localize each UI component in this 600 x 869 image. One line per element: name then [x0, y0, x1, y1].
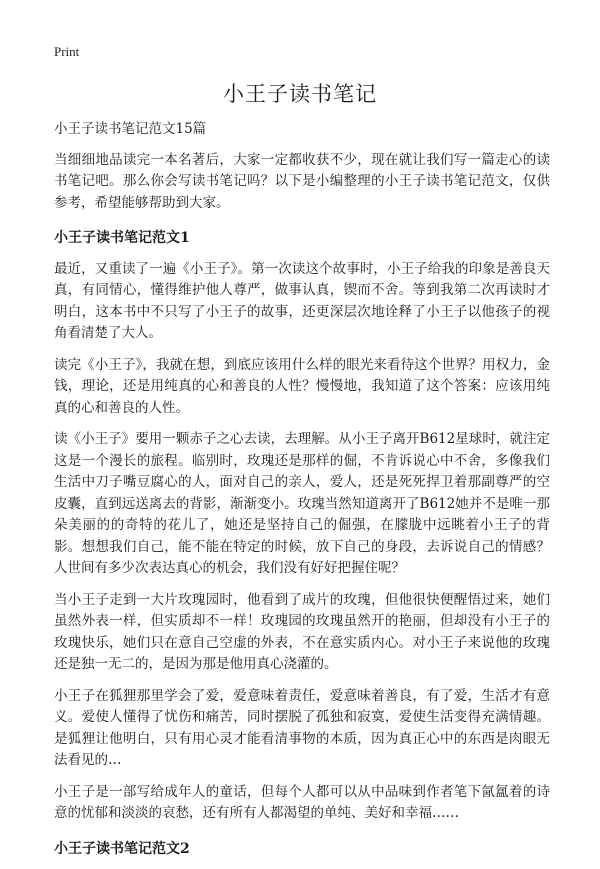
paragraph: 小王子在狐狸那里学会了爱，爱意味着责任，爱意味着善良，有了爱，生活才有意义。爱使人懂得了忧伤和痛苦，同时摆脱了孤独和寂寞，爱使生活变得充满情趣。是狐狸让他明白，只有用心灵才能看清事物的本质，因为真正心中的东西是肉眼无法看见的…: [54, 687, 550, 768]
section-heading: 小王子读书笔记范文2: [54, 840, 190, 857]
intro-paragraph: 当细细地品读完一本名著后，大家一定都收获不少，现在就让我们写一篇走心的读书笔记吧。那么你会写读书笔记吗？以下是小编整理的小王子读书笔记范文，仅供参考，希望能够帮助到大家。: [54, 151, 550, 211]
paragraph: 最近，又重读了一遍《小王子》。第一次读这个故事时，小王子给我的印象是善良天真，有同情心，懂得维护他人尊严，做事认真，锲而不舍。等到我第二次再读时才明白，这本书中不只写了小王子的故事，还更深层次地诠释了小王子以他孩子的视角看清楚了大人。: [54, 260, 550, 341]
paragraph: 小王子是一部写给成年人的童话，但每个人都可以从中品味到作者笔下氤氲着的诗意的忧郁和淡淡的哀愁，还有所有人都渴望的单纯、美好和幸福……: [54, 783, 550, 821]
article-subtitle: 小王子读书笔记范文15篇: [54, 121, 207, 137]
paragraph: 读《小王子》要用一颗赤子之心去读，去理解。从小王子离开B612星球时，就注定这是一个漫长的旅程。临别时，玫瑰还是那样的倔，不肯诉说心中不舍，多像我们生活中刀子嘴豆腐心的人，面对自己的亲人，爱人，还是死死捍卫着那副尊严的空皮囊，直到远送离去的背影，渐渐变小。玫瑰当然知道离开了B612她并不是唯一那朵美丽的的奇特的花儿了，她还是坚持自己的倔强，在朦胧中远眺着小王子的背影。想想我们自己，能不能在特定的时候，放下自己的身段，去诉说自己的情感？人世间有多少次表达真心的机会，我们没有好好把握住呢？: [54, 431, 550, 576]
paragraph: 读完《小王子》，我就在想，到底应该用什么样的眼光来看待这个世界？用权力，金钱，理论，还是用纯真的心和善良的人性？慢慢地，我知道了这个答案：应该用纯真的心和善良的人性。: [54, 356, 550, 416]
section-heading: 小王子读书笔记范文1: [54, 230, 190, 246]
page-title: 小王子读书笔记: [223, 82, 377, 106]
print-link[interactable]: Print: [54, 44, 80, 59]
paragraph: 当小王子走到一大片玫瑰园时，他看到了成片的玫瑰，但他很快便醒悟过来，她们虽然外表一样，但实质却不一样！玫瑰园的玫瑰虽然开的艳丽，但却没有小王子的玫瑰快乐，她们只在意自己空虚的外表，不在意实质内心。对小王子来说他的玫瑰还是独一无二的，是因为那是他用真心浇灌的。: [54, 591, 550, 672]
article-body: [54, 119, 550, 869]
